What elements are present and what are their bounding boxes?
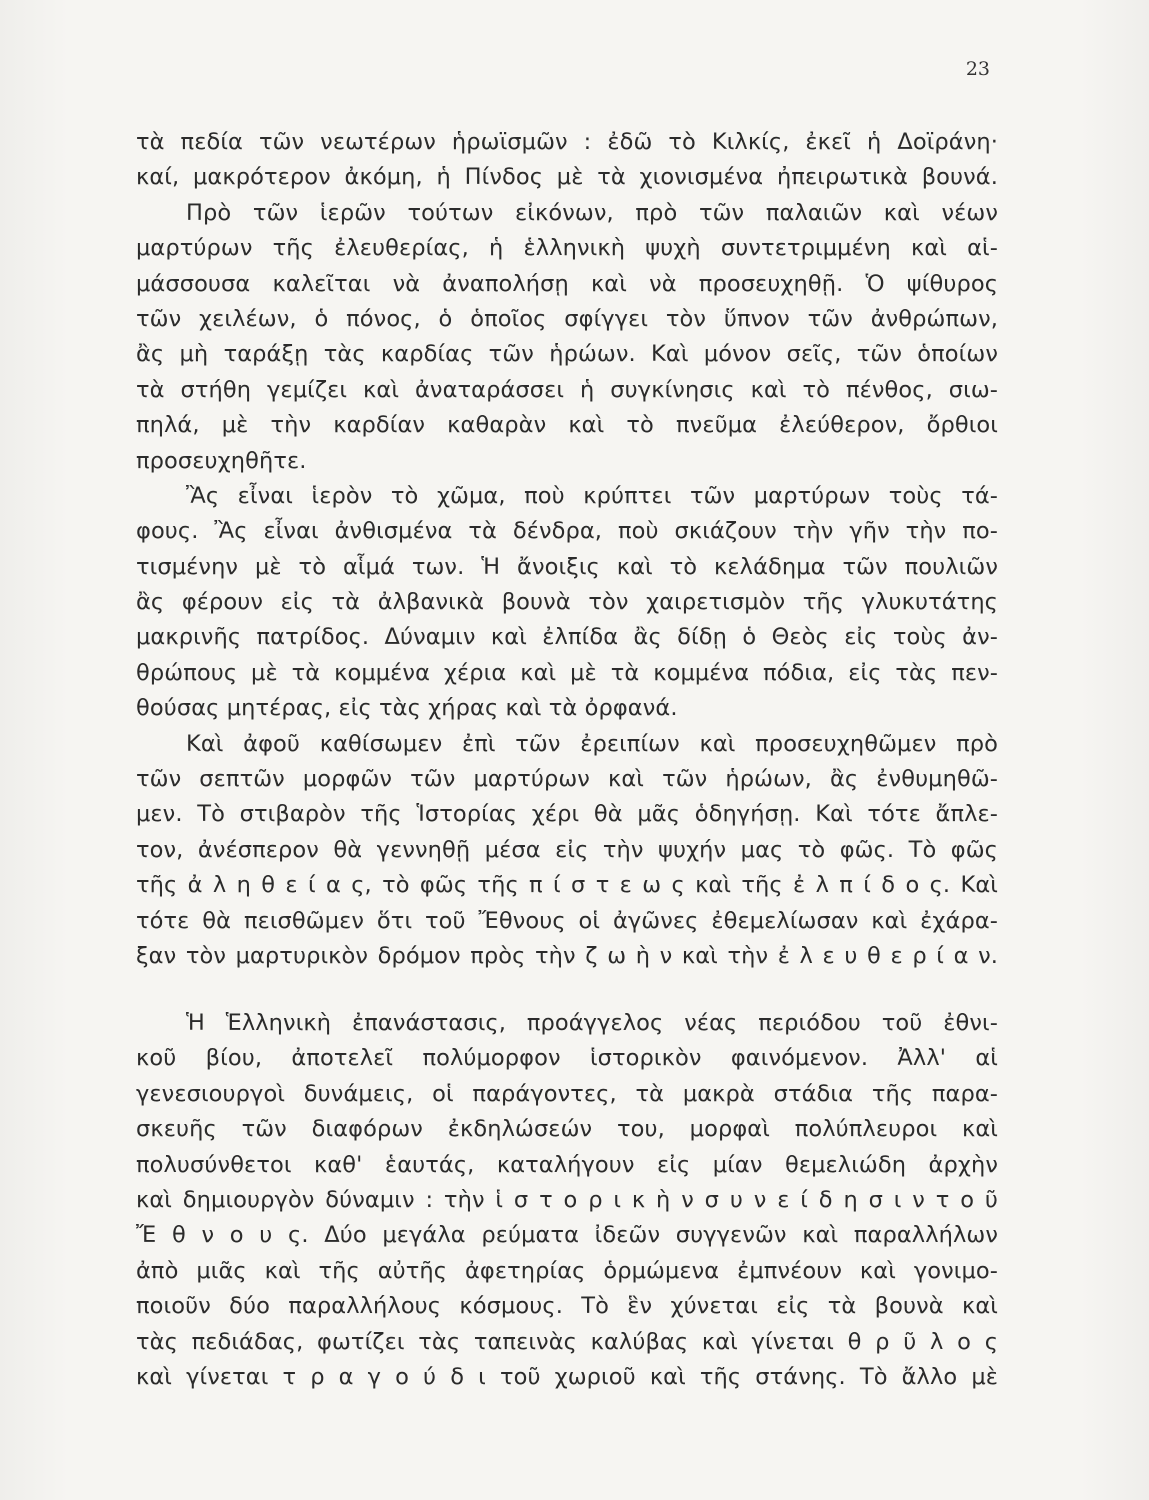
text-line: Πρὸ τῶν ἱερῶν τούτων εἰκόνων, πρὸ τῶν παλαιῶν καὶ νέων [186, 199, 998, 226]
text-line: καί, μακρότερον ἀκόμη, ἡ Πίνδος μὲ τὰ χιονισμένα ἠπειρωτικὰ βουνά. [136, 164, 998, 191]
text-line: ἀπὸ μιᾶς καὶ τῆς αὐτῆς ἀφετηρίας ὁρμώμενα ἐμπνέουν καὶ γονιμο- [136, 1257, 998, 1284]
text-line: ποιοῦν δύο παραλλήλους κόσμους. Τὸ ἓν χύνεται εἰς τὰ βουνὰ καὶ [136, 1293, 998, 1320]
text-line: τὰ στήθη γεμίζει καὶ ἀναταράσσει ἡ συγκίνησις καὶ τὸ πένθος, σιω- [136, 376, 998, 403]
text-line: τῆς ἀ λ η θ ε ί α ς, τὸ φῶς τῆς π ί σ τ ε ω ς καὶ τῆς ἐ λ π ί δ ο ς. Καὶ [136, 872, 998, 899]
text-line: πηλά, μὲ τὴν καρδίαν καθαρὰν καὶ τὸ πνεῦμα ἐλεύθερον, ὄρθιοι [136, 412, 998, 439]
text-line: κοῦ βίου, ἀποτελεῖ πολύμορφον ἱστορικὸν φαινόμενον. Ἀλλ' αἱ [136, 1045, 998, 1072]
text-line: ξαν τὸν μαρτυρικὸν δρόμον πρὸς τὴν ζ ω ὴ ν καὶ τὴν ἐ λ ε υ θ ε ρ ί α ν. [136, 942, 998, 969]
text-line: Ἂς εἶναι ἱερὸν τὸ χῶμα, ποὺ κρύπτει τῶν μαρτύρων τοὺς τά- [186, 482, 998, 509]
text-line: Ἡ Ἑλληνικὴ ἐπανάστασις, πρoάγγελος νέας περιόδου τοῦ ἐθνι- [186, 1010, 998, 1036]
text-line: τὰ πεδία τῶν νεωτέρων ἡρωϊσμῶν : ἐδῶ τὸ Κιλκίς, ἐκεῖ ἡ Δοϊράνη· [136, 129, 998, 155]
text-line: Καὶ ἀφοῦ καθίσωμεν ἐπὶ τῶν ἐρειπίων καὶ προσευχηθῶμεν πρὸ [186, 730, 998, 757]
text-line: τισμένην μὲ τὸ αἷμά των. Ἡ ἄνοιξις καὶ τὸ κελάδημα τῶν πουλιῶν [136, 553, 998, 580]
text-line: τῶν σεπτῶν μορφῶν τῶν μαρτύρων καὶ τῶν ἡρώων, ἂς ἐνθυμηθῶ- [136, 766, 998, 793]
text-line: Ἔ θ ν ο υ ς. Δύο μεγάλα ρεύματα ἰδεῶν συγγενῶν καὶ παραλλήλων [136, 1222, 998, 1249]
text-line: ἂς φέρουν εἰς τὰ ἀλβανικὰ βουνὰ τὸν χαιρετισμὸν τῆς γλυκυτάτης [136, 589, 998, 616]
text-line: προσευχηθῆτε. [136, 447, 307, 474]
text-line: τον, ἀνέσπερον θὰ γεννηθῇ μέσα εἰς τὴν ψυχήν μας τὸ φῶς. Τὸ φῶς [136, 836, 998, 863]
text-line: μεν. Τὸ στιβαρὸν τῆς Ἱστορίας χέρι θὰ μᾶς ὁδηγήσῃ. Καὶ τότε ἄπλε- [136, 801, 998, 828]
text-line: τῶν χειλέων, ὁ πόνος, ὁ ὁποῖος σφίγγει τὸν ὕπνον τῶν ἀνθρώπων, [136, 305, 998, 332]
text-line: θούσας μητέρας, εἰς τὰς χήρας καὶ τὰ ὀρφανά. [136, 695, 678, 722]
text-section-1 [136, 125, 998, 974]
text-line: τὰς πεδιάδας, φωτίζει τὰς ταπεινὰς καλύβας καὶ γίνεται θ ρ ῦ λ ο ς [136, 1328, 998, 1355]
text-line: καὶ δημιουργὸν δύναμιν : τὴν ἱ σ τ ο ρ ι κ ὴ ν σ υ ν ε ί δ η σ ι ν τ ο ῦ [136, 1186, 998, 1213]
text-line: γενεσιουργοὶ δυνάμεις, οἱ παράγοντες, τὰ μακρὰ στάδια τῆς παρα- [136, 1080, 998, 1107]
text-line: πολυσύνθετοι καθ' ἑαυτάς, καταλήγουν εἰς μίαν θεμελιώδη ἀρχὴν [136, 1151, 998, 1178]
page-number: 23 [965, 58, 990, 80]
text-line: ἂς μὴ ταράξῃ τὰς καρδίας τῶν ἡρώων. Καὶ μόνον σεῖς, τῶν ὁποίων [136, 341, 998, 368]
text-line: φους. Ἂς εἶναι ἀνθισμένα τὰ δένδρα, ποὺ σκιάζουν τὴν γῆν τὴν πο- [136, 518, 998, 545]
text-line: θρώπους μὲ τὰ κομμένα χέρια καὶ μὲ τὰ κομμένα πόδια, εἰς τὰς πεν- [136, 659, 998, 686]
text-line: καὶ γίνεται τ ρ α γ ο ύ δ ι τοῦ χωριοῦ καὶ τῆς στάνης. Τὸ ἄλλο μὲ [136, 1363, 998, 1390]
text-section-2 [136, 1006, 998, 1395]
text-line: σκευῆς τῶν διαφόρων ἐκδηλώσεών του, μορφαὶ πολύπλευροι καὶ [136, 1116, 998, 1143]
text-line: μαρτύρων τῆς ἐλευθερίας, ἡ ἑλληνικὴ ψυχὴ συντετριμμένη καὶ αἱ- [136, 235, 998, 262]
text-line: τότε θὰ πεισθῶμεν ὅτι τοῦ Ἔθνους οἱ ἀγῶνες ἐθεμελίωσαν καὶ ἐχάρα- [136, 907, 998, 934]
text-line: μακρινῆς πατρίδος. Δύναμιν καὶ ἐλπίδα ἂς δίδῃ ὁ Θεὸς εἰς τοὺς ἀν- [136, 624, 998, 651]
text-line: μάσσουσα καλεῖται νὰ ἀναπολήσῃ καὶ νὰ προσευχηθῇ. Ὁ ψίθυρος [136, 270, 998, 297]
